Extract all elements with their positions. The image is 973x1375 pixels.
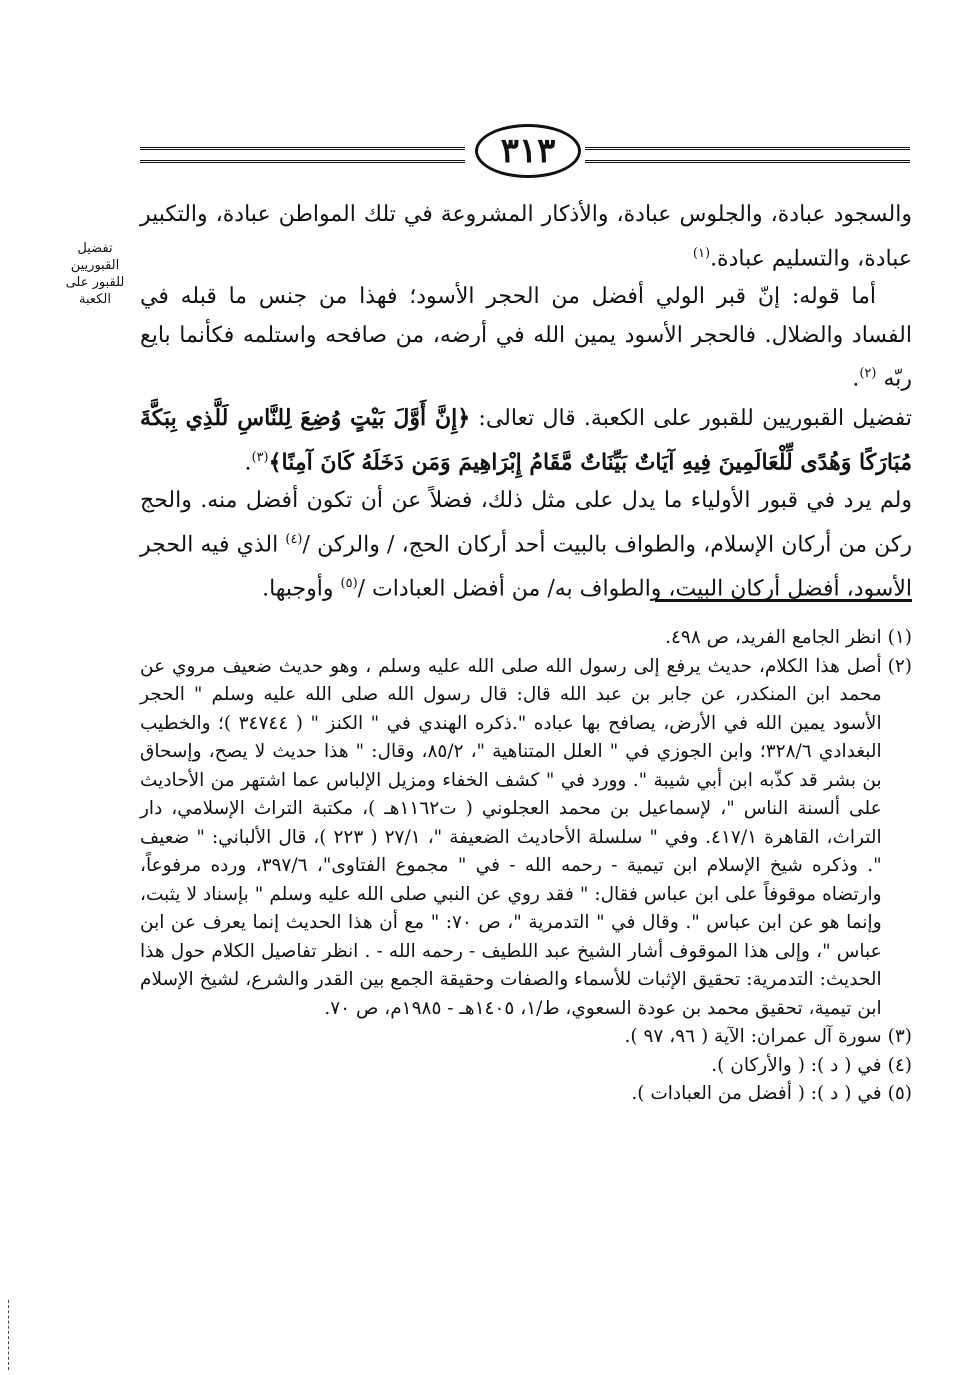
- footnote-5: [140, 1080, 912, 1109]
- footnote-number: (٣): [887, 1026, 912, 1047]
- footnote-3: [140, 1023, 912, 1052]
- footnote-text: في ( د ): ( أفضل من العبادات ).: [631, 1083, 882, 1104]
- main-text: [140, 196, 912, 609]
- footnote-number: (٤): [887, 1054, 912, 1076]
- paragraph-4: [140, 482, 912, 608]
- margin-note: تفضيل القبوريين للقبور على الكعبة: [65, 241, 125, 307]
- footnote-ref-3: (٣): [251, 449, 269, 465]
- paragraph-4-text: ولم يرد في قبور الأولياء ما يدل على مثل ذلك، فضلاً عن أن تكون أفضل منه. والحج ركن من أركان الإسلام، والطواف بالبيت أحد أركان الحج، / والركن /: [140, 488, 912, 558]
- footnote-ref-2: (٢): [859, 366, 877, 382]
- paragraph-1-text: والسجود عبادة، والجلوس عبادة، والأذكار المشروعة في تلك المواطن عبادة، والتكبير عبادة، والتسليم عبادة.: [140, 202, 912, 271]
- page-header: [140, 120, 910, 180]
- paragraph-4c-text: وأوجبها.: [262, 576, 334, 602]
- footnote-ref-4: (٤): [285, 531, 303, 547]
- paragraph-1: [140, 196, 912, 278]
- scan-edge-marks: [8, 1300, 13, 1370]
- paragraph-3-text: تفضيل القبوريين للقبور على الكعبة. قال تعالى:: [478, 406, 912, 432]
- footnote-2: [140, 653, 912, 1024]
- footnote-separator: [655, 599, 912, 602]
- paragraph-2: أما قوله: إنّ قبر الولي أفضل من الحجر الأسود؛ فهذا من جنس ما قبله في الفساد والضلال. فالحجر الأسود يمين الله في أرضه، من صافحه واستلمه فكأنما بايع ربّه $^{(٢)}$.: [140, 284, 912, 392]
- footnote-ref-1: (١): [692, 245, 711, 261]
- footnote-4: [140, 1052, 912, 1081]
- footnote-text: في ( د ): ( والأركان ).: [711, 1054, 882, 1076]
- footnote-ref-5: (٥): [340, 575, 358, 591]
- header-rule-right: [585, 147, 910, 163]
- quran-verse: ﴿إِنَّ أَوَّلَ بَيْتٍ وُضِعَ لِلنَّاسِ لَلَّذِي بِبَكَّةَ مُبَارَكًا وَهُدًى لِّلْعَالَمِينَ فِيهِ آيَاتٌ بَيِّنَاتٌ مَّقَامُ إِبْرَاهِيمَ وَمَن دَخَلَهُ كَانَ آمِنًا﴾: [140, 405, 912, 475]
- footnote-1: [140, 624, 912, 653]
- footnote-text: سورة آل عمران: الآية ( ٩٦، ٩٧ ).: [624, 1026, 882, 1047]
- paragraph-4b-text: الذي فيه الحجر الأسود، أفضل أركان البيت، والطواف به/ من أفضل العبادات /: [140, 532, 912, 602]
- footnote-text: أصل هذا الكلام، حديث يرفع إلى رسول الله صلى الله عليه وسلم ، وهو حديث ضعيف مروي عن محمد ابن المنكدر، عن جابر بن عبد الله قال: قال رسول الله صلى الله عليه وسلم " الحجر الأسود يمين الله في الأرض، يصافح بها عباده ".ذكره الهندي في " الكنز " ( ٣٤٧٤٤ )؛ والخطيب البغدادي ٣٢٨/٦؛ وابن الجوزي في " العلل المتناهية "، ٨٥/٢، وقال: " هذا حديث لا يصح، وإسحاق بن بشر قد كذّبه ابن أبي شيبة ". وورد في " كشف الخفاء ومزيل الإلباس عما اشتهر من الأحاديث على ألسنة الناس "، لإسماعيل بن محمد العجلوني ( ت١١٦٢هـ )، مكتبة التراث الإسلامي، دار التراث، القاهرة ٤١٧/١. وفي " سلسلة الأحاديث الضعيفة "، ٢٧/١ ( ٢٢٣ )، قال الألباني: " ضعيف ". وذكره شيخ الإسلام ابن تيمية - رحمه الله - في " مجموع الفتاوى"، ٣٩٧/٦، ورده مرفوعاً، وارتضاه موقوفاً على ابن عباس فقال: " فقد روي عن النبي صلى الله عليه وسلم " بإسناد لا يثبت، وإنما هو عن ابن عباس ". وقال في " التدمرية "، ص ٧٠: " مع أن هذا الحديث إنما يعرف عن ابن عباس "، وإلى هذا الموقوف أشار الشيخ عبد اللطيف - رحمه الله - . انظر تفاصيل الكلام حول هذا الحديث: التدمرية: تحقيق الإثبات للأسماء والصفات وحقيقة الجمع بين القدر والشرع، لشيخ الإسلام ابن تيمية، تحقيق محمد بن عودة السعوي، ط/١، ١٤٠٥هـ - ١٩٨٥م، ص ٧٠.: [140, 655, 882, 1019]
- footnote-text: انظر الجامع الفريد، ص ٤٩٨.: [665, 627, 882, 648]
- footnote-number: (٢): [887, 655, 912, 677]
- header-rule-left: [140, 147, 465, 163]
- footnotes: [140, 624, 912, 1109]
- page-number: ٣١٣: [475, 124, 581, 178]
- paragraph-3: تفضيل القبوريين للقبور على الكعبة. قال تعالى: ﴿إِنَّ أَوَّلَ بَيْتٍ وُضِعَ لِلنَّاسِ لَلَّذِي بِبَكَّةَ مُبَارَكًا وَهُدًى لِّلْعَالَمِينَ فِيهِ آيَاتٌ بَيِّنَاتٌ مَّقَامُ إِبْرَاهِيمَ وَمَن دَخَلَهُ كَانَ آمِنًا﴾$^{(٣)}$.: [140, 405, 912, 475]
- paragraph-2-text: أما قوله: إنّ قبر الولي أفضل من الحجر الأسود؛ فهذا من جنس ما قبله في الفساد والضلال. فالحجر الأسود يمين الله في أرضه، من صافحه واستلمه فكأنما بايع ربّه: [140, 284, 912, 392]
- footnote-number: (١): [887, 627, 912, 648]
- footnote-number: (٥): [887, 1083, 912, 1104]
